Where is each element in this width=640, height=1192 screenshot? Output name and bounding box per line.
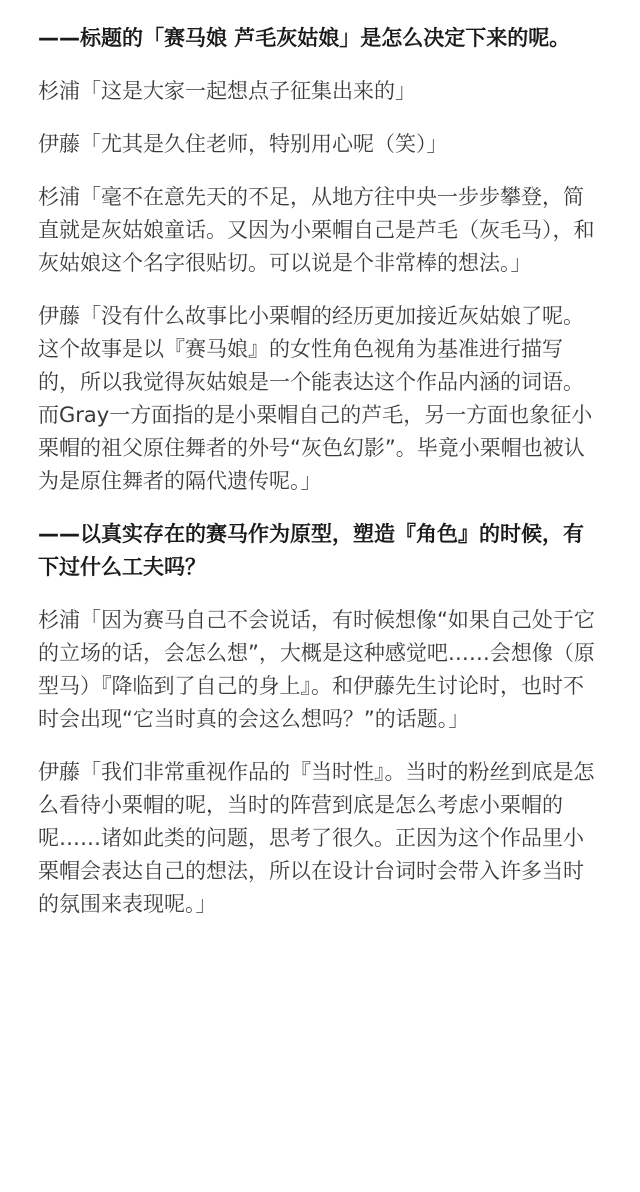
interview-question: ——以真实存在的赛马作为原型，塑造『角色』的时候，有下过什么工夫吗？ bbox=[38, 522, 584, 579]
interview-answer: 伊藤「尤其是久住老师，特别用心呢（笑）」 bbox=[38, 132, 448, 156]
interview-answer: 伊藤「我们非常重视作品的『当时性』。当时的粉丝到底是怎么看待小栗帽的呢，当时的阵营到底是怎么考虑小栗帽的呢……诸如此类的问题，思考了很久。正因为这个作品里小栗帽会表达自己的想法，所以在设计台词时会带入许多当时的氛围来表现呢。」 bbox=[38, 760, 595, 916]
interview-answer: 伊藤「没有什么故事比小栗帽的经历更加接近灰姑娘了呢。这个故事是以『赛马娘』的女性角色视角为基准进行描写的，所以我觉得灰姑娘是一个能表达这个作品内涵的词语。而Gray一方面指的是小栗帽自己的芦毛，另一方面也象征小栗帽的祖父原住舞者的外号“灰色幻影”。毕竟小栗帽也被认为是原住舞者的隔代遗传呢。」 bbox=[38, 304, 593, 493]
interview-answer: 杉浦「毫不在意先天的不足，从地方往中央一步步攀登，简直就是灰姑娘童话。又因为小栗帽自己是芦毛（灰毛马），和灰姑娘这个名字很贴切。可以说是个非常棒的想法。」 bbox=[38, 185, 595, 275]
interview-answer: 杉浦「这是大家一起想点子征集出来的」 bbox=[38, 79, 416, 103]
interview-question: ——标题的「赛马娘 芦毛灰姑娘」是怎么决定下来的呢。 bbox=[38, 26, 571, 50]
interview-answer: 杉浦「因为赛马自己不会说话，有时候想像“如果自己处于它的立场的话，会怎么想”，大概是这种感觉吧……会想像（原型马）『降临到了自己的身上』。和伊藤先生讨论时，也时不时会出现“它当时真的会这么想吗？”的话题。」 bbox=[38, 608, 595, 731]
